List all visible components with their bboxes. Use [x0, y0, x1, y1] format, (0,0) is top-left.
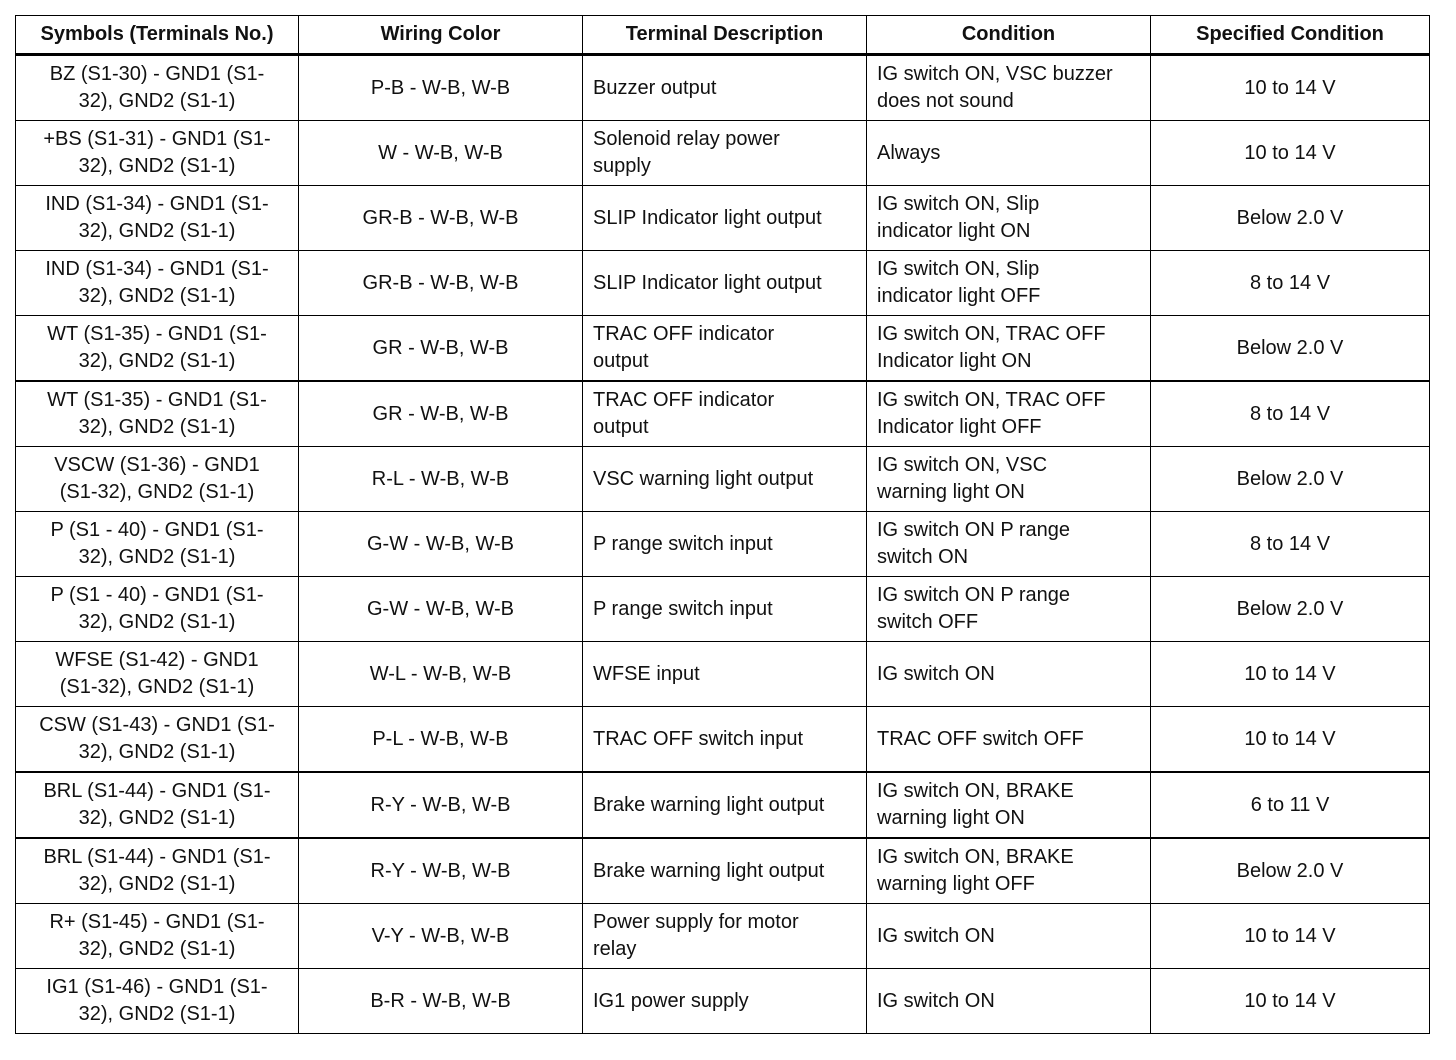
condition-line-2: indicator light ON	[877, 220, 1031, 242]
description-line-1: Power supply for motor	[593, 911, 799, 933]
symbols-line-2: (S1-32), GND2 (S1-1)	[59, 481, 255, 503]
description-line-1: TRAC OFF switch input	[593, 727, 804, 750]
condition-line-2: warning light ON	[877, 481, 1025, 503]
symbols-line-1: P (S1 - 40) - GND1 (S1-	[50, 584, 264, 606]
wiring-color-text: V-Y - W-B, W-B	[371, 924, 510, 947]
table-row	[16, 55, 1430, 121]
specified-condition-cell	[1151, 316, 1430, 382]
symbols-line-1: WFSE (S1-42) - GND1	[55, 649, 259, 671]
specified-condition-cell	[1151, 186, 1430, 251]
specified-condition-cell	[1151, 55, 1430, 121]
specified-condition-text: 8 to 14 V	[1249, 532, 1331, 555]
description-line-1: SLIP Indicator light output	[593, 271, 822, 294]
wiring-color-text: GR-B - W-B, W-B	[362, 271, 519, 294]
table-row	[16, 512, 1430, 577]
specified-condition-text: Below 2.0 V	[1236, 206, 1344, 229]
description-line-1: VSC warning light output	[593, 467, 814, 490]
condition-line-1: IG switch ON, TRAC OFF	[877, 323, 1106, 345]
condition-line-1: IG switch ON P range	[877, 584, 1071, 606]
specified-condition-cell	[1151, 251, 1430, 316]
description-line-1: Brake warning light output	[593, 793, 825, 816]
symbols-line-2: 32), GND2 (S1-1)	[78, 220, 236, 242]
symbols-line-1: CSW (S1-43) - GND1 (S1-	[39, 714, 275, 736]
symbols-cell	[16, 55, 299, 121]
terminal-description-cell	[583, 447, 867, 512]
specified-condition-text: 10 to 14 V	[1244, 76, 1336, 99]
symbols-line-1: IG1 (S1-46) - GND1 (S1-	[46, 976, 268, 998]
condition-cell	[867, 904, 1151, 969]
wiring-color-cell	[299, 642, 583, 707]
specified-condition-cell	[1151, 707, 1430, 773]
description-line-1: Buzzer output	[593, 76, 717, 99]
description-line-2: supply	[593, 155, 651, 177]
symbols-line-1: IND (S1-34) - GND1 (S1-	[45, 193, 269, 215]
description-line-1: WFSE input	[593, 662, 700, 685]
table-row	[16, 447, 1430, 512]
wiring-color-cell	[299, 251, 583, 316]
terminal-description-cell	[583, 251, 867, 316]
wiring-color-text: R-Y - W-B, W-B	[370, 793, 511, 816]
symbols-cell	[16, 381, 299, 447]
symbols-line-1: BZ (S1-30) - GND1 (S1-	[49, 63, 265, 85]
description-line-1: P range switch input	[593, 532, 773, 555]
condition-line-2: warning light OFF	[877, 873, 1035, 895]
condition-line-1: Always	[877, 141, 941, 164]
specified-condition-text: Below 2.0 V	[1236, 597, 1344, 620]
symbols-line-1: BRL (S1-44) - GND1 (S1-	[43, 846, 271, 868]
terminal-description-cell	[583, 186, 867, 251]
symbols-line-2: 32), GND2 (S1-1)	[78, 350, 236, 372]
wiring-color-text: R-Y - W-B, W-B	[370, 859, 511, 882]
condition-line-2: switch ON	[877, 546, 969, 568]
description-line-2: output	[593, 416, 649, 438]
header-condition: Condition	[867, 16, 1151, 55]
symbols-line-2: 32), GND2 (S1-1)	[78, 1003, 236, 1025]
symbols-cell	[16, 316, 299, 382]
condition-line-1: IG switch ON, BRAKE	[877, 846, 1074, 868]
header-row	[16, 16, 1430, 55]
symbols-line-1: R+ (S1-45) - GND1 (S1-	[49, 911, 265, 933]
condition-cell	[867, 772, 1151, 838]
wiring-color-cell	[299, 772, 583, 838]
specified-condition-cell	[1151, 577, 1430, 642]
terminal-description-cell	[583, 642, 867, 707]
wiring-color-cell	[299, 904, 583, 969]
symbols-line-2: 32), GND2 (S1-1)	[78, 611, 236, 633]
table-row	[16, 969, 1430, 1034]
symbols-line-2: 32), GND2 (S1-1)	[78, 938, 236, 960]
description-line-1: P range switch input	[593, 597, 773, 620]
symbols-cell	[16, 772, 299, 838]
wiring-color-text: G-W - W-B, W-B	[366, 597, 514, 620]
table-row	[16, 838, 1430, 904]
symbols-cell	[16, 904, 299, 969]
wiring-color-cell	[299, 447, 583, 512]
table-row	[16, 121, 1430, 186]
description-line-1: TRAC OFF indicator	[593, 323, 775, 345]
header-specified-condition: Specified Condition	[1151, 16, 1430, 55]
specified-condition-text: 10 to 14 V	[1244, 727, 1336, 750]
specified-condition-text: Below 2.0 V	[1236, 467, 1344, 490]
symbols-line-2: 32), GND2 (S1-1)	[78, 155, 236, 177]
header-terminal-description: Terminal Description	[583, 16, 867, 55]
specified-condition-cell	[1151, 512, 1430, 577]
specified-condition-text: Below 2.0 V	[1236, 336, 1344, 359]
specified-condition-text: 10 to 14 V	[1244, 924, 1336, 947]
symbols-cell	[16, 121, 299, 186]
symbols-cell	[16, 186, 299, 251]
wiring-color-cell	[299, 838, 583, 904]
description-line-1: TRAC OFF indicator	[593, 389, 775, 411]
symbols-line-2: 32), GND2 (S1-1)	[78, 546, 236, 568]
wiring-color-text: P-B - W-B, W-B	[370, 76, 511, 99]
symbols-line-2: 32), GND2 (S1-1)	[78, 416, 236, 438]
condition-cell	[867, 969, 1151, 1034]
wiring-color-text: GR - W-B, W-B	[372, 402, 509, 425]
symbols-line-2: (S1-32), GND2 (S1-1)	[59, 676, 255, 698]
specified-condition-text: 8 to 14 V	[1249, 271, 1331, 294]
condition-line-1: IG switch ON	[877, 924, 995, 947]
condition-cell	[867, 186, 1151, 251]
specified-condition-cell	[1151, 772, 1430, 838]
table-row	[16, 707, 1430, 773]
terminal-description-cell	[583, 707, 867, 773]
specified-condition-text: 10 to 14 V	[1244, 141, 1336, 164]
condition-line-1: IG switch ON	[877, 662, 995, 685]
specified-condition-cell	[1151, 838, 1430, 904]
description-line-2: relay	[593, 938, 637, 960]
wiring-color-text: G-W - W-B, W-B	[366, 532, 514, 555]
terminal-inspection-table	[15, 15, 1430, 1034]
wiring-color-cell	[299, 121, 583, 186]
table-row	[16, 904, 1430, 969]
specified-condition-cell	[1151, 642, 1430, 707]
wiring-color-cell	[299, 512, 583, 577]
description-line-1: Brake warning light output	[593, 859, 825, 882]
wiring-color-text: W-L - W-B, W-B	[369, 662, 512, 685]
specified-condition-text: Below 2.0 V	[1236, 859, 1344, 882]
condition-cell	[867, 121, 1151, 186]
condition-cell	[867, 251, 1151, 316]
symbols-cell	[16, 577, 299, 642]
condition-line-2: Indicator light ON	[877, 350, 1032, 372]
wiring-color-cell	[299, 186, 583, 251]
terminal-description-cell	[583, 381, 867, 447]
symbols-line-1: IND (S1-34) - GND1 (S1-	[45, 258, 269, 280]
terminal-description-cell	[583, 772, 867, 838]
symbols-cell	[16, 642, 299, 707]
terminal-description-cell	[583, 316, 867, 382]
terminal-description-cell	[583, 904, 867, 969]
condition-line-2: does not sound	[877, 90, 1014, 112]
table-row	[16, 381, 1430, 447]
specified-condition-cell	[1151, 381, 1430, 447]
table-row	[16, 316, 1430, 382]
terminal-description-cell	[583, 121, 867, 186]
specified-condition-text: 6 to 11 V	[1250, 793, 1330, 816]
table-row	[16, 577, 1430, 642]
condition-cell	[867, 55, 1151, 121]
symbols-line-1: +BS (S1-31) - GND1 (S1-	[43, 128, 271, 150]
wiring-color-text: P-L - W-B, W-B	[372, 727, 509, 750]
condition-line-1: IG switch ON	[877, 989, 995, 1012]
condition-line-1: TRAC OFF switch OFF	[877, 727, 1084, 750]
wiring-color-text: GR-B - W-B, W-B	[362, 206, 519, 229]
symbols-cell	[16, 251, 299, 316]
description-line-1: IG1 power supply	[593, 989, 749, 1012]
wiring-color-text: W - W-B, W-B	[378, 141, 503, 164]
terminal-description-cell	[583, 55, 867, 121]
wiring-color-text: B-R - W-B, W-B	[370, 989, 511, 1012]
specified-condition-cell	[1151, 121, 1430, 186]
condition-line-2: Indicator light OFF	[877, 416, 1042, 438]
symbols-cell	[16, 447, 299, 512]
table-row	[16, 772, 1430, 838]
condition-line-1: IG switch ON P range	[877, 519, 1071, 541]
wiring-color-text: R-L - W-B, W-B	[371, 467, 510, 490]
condition-line-1: IG switch ON, VSC	[877, 454, 1048, 476]
symbols-line-1: BRL (S1-44) - GND1 (S1-	[43, 780, 271, 802]
condition-cell	[867, 447, 1151, 512]
specified-condition-text: 8 to 14 V	[1249, 402, 1331, 425]
terminal-description-cell	[583, 512, 867, 577]
description-line-2: output	[593, 350, 649, 372]
specified-condition-text: 10 to 14 V	[1244, 989, 1336, 1012]
condition-cell	[867, 707, 1151, 773]
condition-line-1: IG switch ON, VSC buzzer	[877, 63, 1113, 85]
condition-cell	[867, 512, 1151, 577]
condition-line-2: switch OFF	[877, 611, 979, 633]
specified-condition-text: 10 to 14 V	[1244, 662, 1336, 685]
terminal-description-cell	[583, 577, 867, 642]
symbols-line-1: P (S1 - 40) - GND1 (S1-	[50, 519, 264, 541]
wiring-color-text: GR - W-B, W-B	[372, 336, 509, 359]
condition-line-1: IG switch ON, BRAKE	[877, 780, 1074, 802]
wiring-color-cell	[299, 577, 583, 642]
table-body	[16, 55, 1430, 1034]
symbols-line-2: 32), GND2 (S1-1)	[78, 90, 236, 112]
condition-line-2: warning light ON	[877, 807, 1025, 829]
wiring-color-cell	[299, 55, 583, 121]
symbols-line-2: 32), GND2 (S1-1)	[78, 741, 236, 763]
table-row	[16, 186, 1430, 251]
symbols-line-1: WT (S1-35) - GND1 (S1-	[47, 389, 267, 411]
terminal-description-cell	[583, 838, 867, 904]
symbols-cell	[16, 707, 299, 773]
symbols-line-1: VSCW (S1-36) - GND1	[54, 454, 260, 476]
symbols-cell	[16, 838, 299, 904]
header-symbols: Symbols (Terminals No.)	[16, 16, 299, 55]
specified-condition-cell	[1151, 969, 1430, 1034]
symbols-line-1: WT (S1-35) - GND1 (S1-	[47, 323, 267, 345]
description-line-1: SLIP Indicator light output	[593, 206, 822, 229]
symbols-cell	[16, 969, 299, 1034]
condition-line-1: IG switch ON, Slip	[877, 193, 1040, 215]
wiring-color-cell	[299, 707, 583, 773]
condition-cell	[867, 577, 1151, 642]
table-row	[16, 251, 1430, 316]
wiring-color-cell	[299, 381, 583, 447]
specified-condition-cell	[1151, 904, 1430, 969]
description-line-1: Solenoid relay power	[593, 128, 780, 150]
condition-line-1: IG switch ON, TRAC OFF	[877, 389, 1106, 411]
symbols-line-2: 32), GND2 (S1-1)	[78, 873, 236, 895]
symbols-line-2: 32), GND2 (S1-1)	[78, 807, 236, 829]
condition-cell	[867, 642, 1151, 707]
header-wiring-color: Wiring Color	[299, 16, 583, 55]
condition-cell	[867, 381, 1151, 447]
wiring-color-cell	[299, 969, 583, 1034]
condition-line-1: IG switch ON, Slip	[877, 258, 1040, 280]
condition-cell	[867, 838, 1151, 904]
condition-line-2: indicator light OFF	[877, 285, 1041, 307]
symbols-line-2: 32), GND2 (S1-1)	[78, 285, 236, 307]
symbols-cell	[16, 512, 299, 577]
table-row	[16, 642, 1430, 707]
terminal-description-cell	[583, 969, 867, 1034]
specified-condition-cell	[1151, 447, 1430, 512]
condition-cell	[867, 316, 1151, 382]
wiring-color-cell	[299, 316, 583, 382]
